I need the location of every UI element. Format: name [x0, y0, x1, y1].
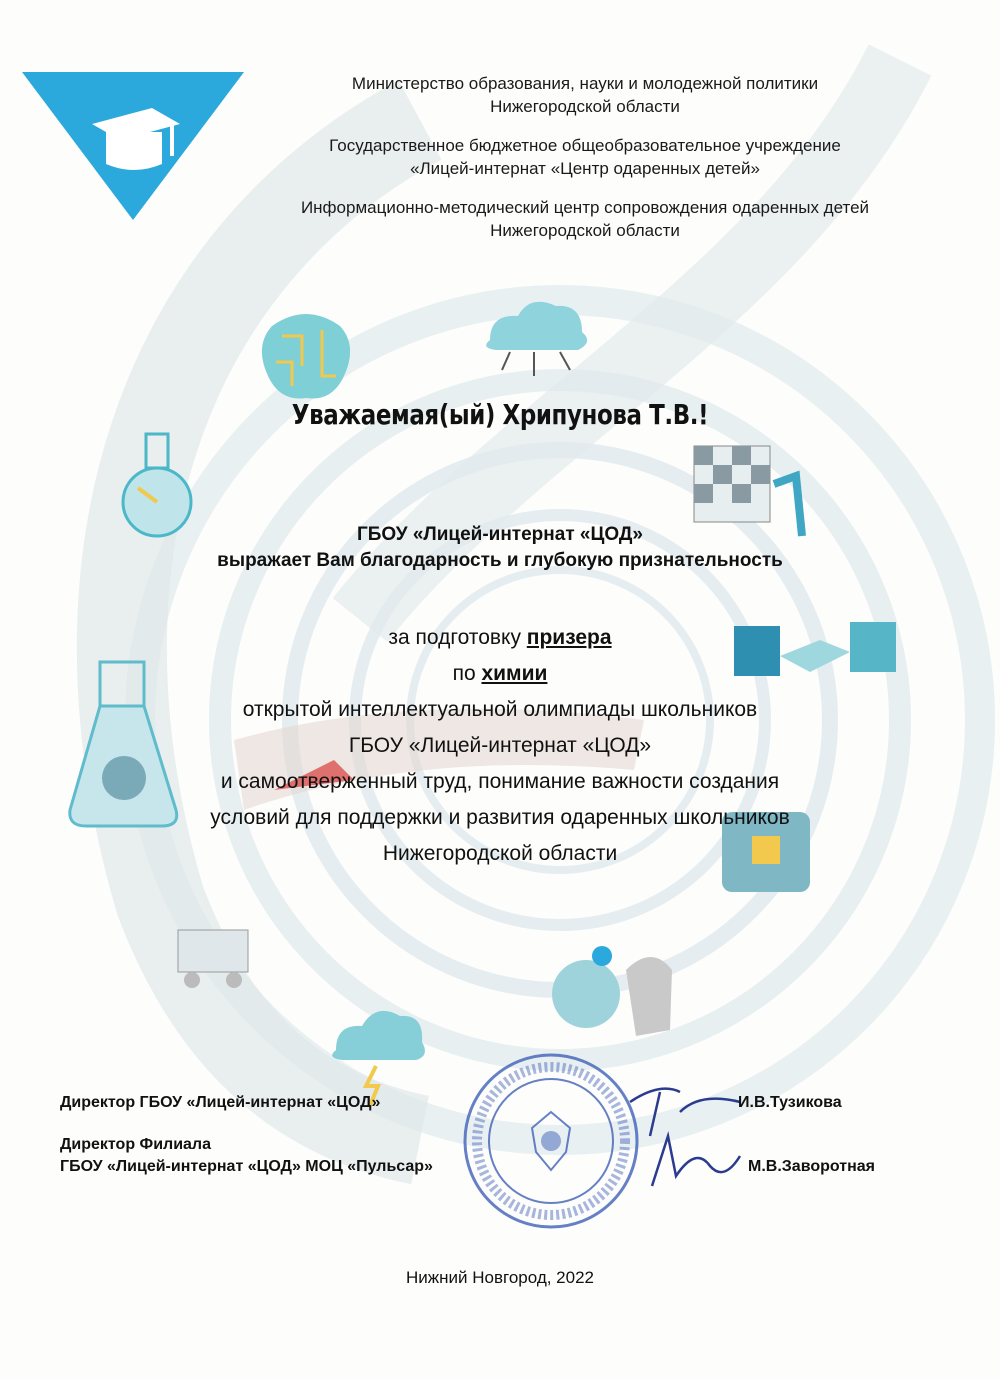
gratitude-heading	[0, 522, 1000, 574]
award-status: призера	[526, 626, 612, 649]
director-name: И.В.Тузикова	[738, 1094, 842, 1111]
certificate-body	[0, 620, 1000, 872]
branch-director-signature	[640, 1126, 750, 1196]
body-line-7: Нижегородской области	[382, 842, 618, 865]
city-year-footer: Нижний Новгород, 2022	[405, 1268, 594, 1287]
director-title: Директор ГБОУ «Лицей-интернат «ЦОД»	[60, 1094, 381, 1111]
cloud-network-icon	[470, 290, 600, 390]
thanks-line: выражает Вам благодарность и глубокую признательность	[217, 550, 783, 571]
org-name: ГБОУ «Лицей-интернат «ЦОД»	[356, 524, 643, 545]
institution-heading: Государственное бюджетное общеобразовательное учреждение «Лицей-интернат «Центр одаренных детей»	[329, 136, 841, 178]
body-line-6: условий для поддержки и развития одаренных школьников	[210, 806, 790, 829]
body-line-5: и самоотверженный труд, понимание важности создания	[220, 770, 780, 793]
body-line-1: за подготовку призера	[388, 626, 612, 649]
robot-icon	[168, 910, 258, 990]
body-line-4: ГБОУ «Лицей-интернат «ЦОД»	[348, 734, 652, 757]
recipient-greeting: Уважаемая(ый) Хрипунова Т.В.!	[291, 398, 709, 431]
branch-director-title-2: ГБОУ «Лицей-интернат «ЦОД» МОЦ «Пульсар»	[60, 1158, 433, 1175]
branch-director-title-1: Директор Филиала	[60, 1136, 211, 1153]
center-heading: Информационно-методический центр сопровождения одаренных детей Нижегородской области	[300, 198, 870, 240]
subject-name: химии	[481, 662, 548, 685]
body-line-2: по химии	[452, 662, 548, 685]
branch-director-name: М.В.Заворотная	[748, 1158, 875, 1175]
official-seal	[462, 1052, 640, 1230]
ministry-heading: Министерство образования, науки и молодежной политики Нижегородской области	[351, 74, 819, 116]
brain-circuit-icon	[252, 306, 360, 406]
person-ai-icon	[540, 940, 680, 1050]
body-line-3: открытой интеллектуальной олимпиады школьников	[242, 698, 758, 721]
